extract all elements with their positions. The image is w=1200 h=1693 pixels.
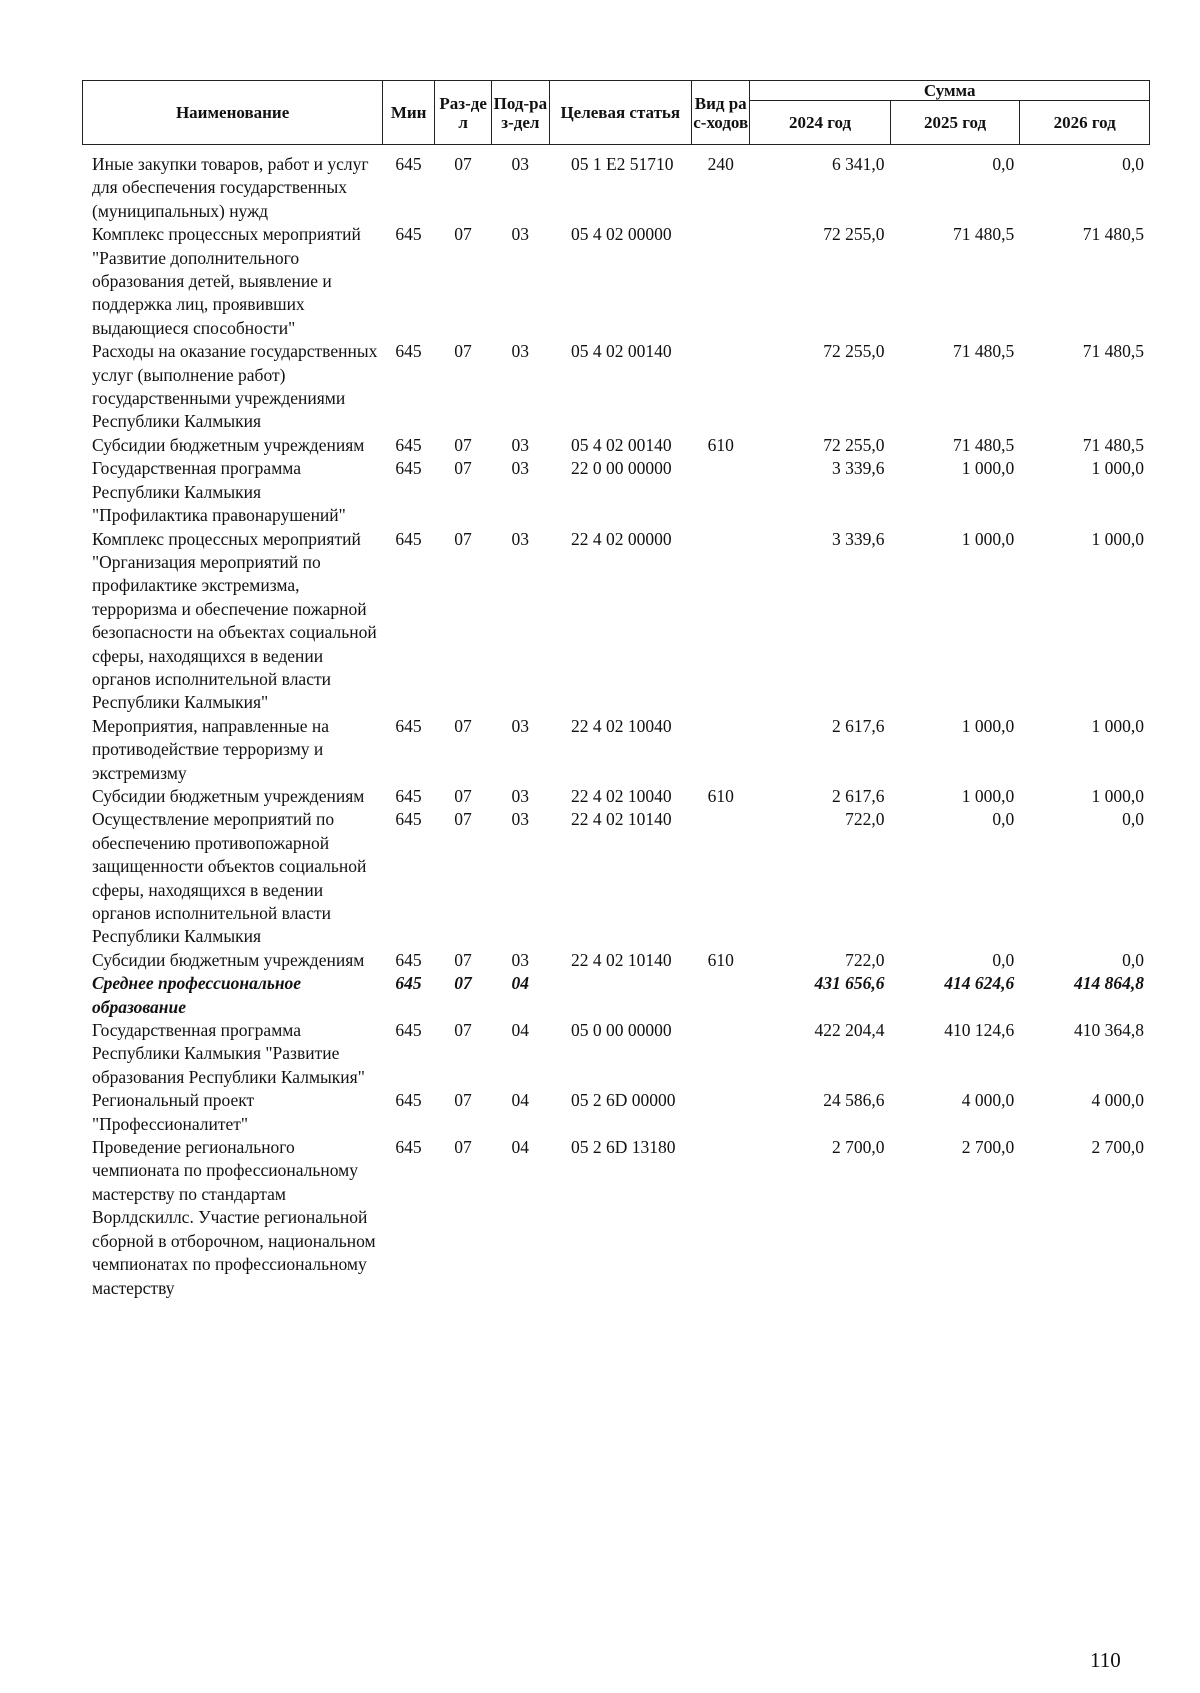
row-sum-2025: 414 624,6 — [944, 973, 1015, 994]
row-sum-2025: 71 480,5 — [952, 224, 1015, 245]
row-name: Субсидии бюджетным учреждениям — [92, 785, 365, 806]
row-sum-2024: 2 700,0 — [832, 1137, 885, 1158]
row-razdel: 07 — [454, 154, 472, 174]
row-sum-2024: 24 586,6 — [823, 1090, 885, 1111]
header-2026: 2026 год — [1020, 101, 1150, 145]
row-vid — [692, 972, 750, 1019]
row-target: 22 0 00 00000 — [570, 458, 672, 479]
row-target: 22 4 02 00000 — [570, 528, 672, 549]
row-sum-2026: 0,0 — [1122, 154, 1144, 174]
table-row — [82, 223, 1150, 340]
row-target: 22 4 02 10140 — [570, 809, 672, 830]
row-name: Субсидии бюджетным учреждениям — [92, 949, 365, 970]
row-podrazdel: 03 — [511, 809, 530, 830]
row-name: Региональный проект "Профессионалитет" — [92, 1090, 255, 1134]
table-row-section — [82, 972, 1150, 1019]
row-sum-2025: 0,0 — [992, 154, 1015, 174]
row-sum-2025: 1 000,0 — [961, 458, 1015, 479]
row-vid — [692, 528, 750, 715]
row-razdel: 07 — [454, 434, 472, 455]
table-header — [82, 80, 1150, 145]
row-name: Государственная программа Республики Калмыкия "Профилактика правонарушений" — [92, 458, 346, 526]
table-row — [82, 1089, 1150, 1136]
row-sum-2026: 1 000,0 — [1091, 528, 1144, 549]
row-min: 645 — [395, 1020, 422, 1041]
row-sum-2024: 2 617,6 — [832, 715, 885, 736]
row-vid — [692, 1019, 750, 1089]
row-name: Государственная программа Республики Калмыкия "Развитие образования Республики Калмыкия" — [92, 1020, 365, 1087]
row-sum-2026: 1 000,0 — [1091, 458, 1144, 479]
row-target: 05 4 02 00140 — [570, 341, 672, 362]
row-min: 645 — [395, 341, 422, 362]
header-2024: 2024 год — [750, 101, 890, 145]
row-razdel: 07 — [454, 1090, 472, 1111]
row-razdel: 07 — [454, 1137, 472, 1158]
row-vid — [692, 340, 750, 434]
row-sum-2025: 410 124,6 — [944, 1020, 1015, 1041]
row-min: 645 — [395, 458, 422, 479]
row-sum-2026: 410 364,8 — [1074, 1020, 1144, 1041]
table-row — [82, 153, 1150, 223]
row-sum-2025: 1 000,0 — [961, 785, 1015, 806]
table-row — [82, 715, 1150, 785]
row-min: 645 — [395, 1137, 422, 1158]
row-sum-2026: 4 000,0 — [1091, 1090, 1144, 1111]
row-podrazdel: 03 — [511, 341, 530, 362]
row-name: Комплекс процессных мероприятий "Развитие дополнительного образования детей, выявление и поддержка лиц, проявивших выдающиеся способности" — [92, 224, 361, 338]
row-sum-2025: 0,0 — [992, 809, 1015, 830]
row-sum-2024: 722,0 — [845, 809, 885, 830]
row-sum-2026: 0,0 — [1122, 949, 1144, 970]
header-min: Мин — [383, 81, 435, 145]
row-vid — [692, 808, 750, 948]
row-razdel: 07 — [454, 715, 472, 736]
table-row — [82, 808, 1150, 948]
header-vid: Вид рас-ходов — [692, 81, 750, 145]
header-name: Наименование — [83, 81, 383, 145]
row-target: 05 2 6D 00000 — [570, 1090, 676, 1111]
row-vid — [692, 1136, 750, 1300]
header-2025: 2025 год — [890, 101, 1020, 145]
row-razdel: 07 — [454, 1020, 472, 1041]
table-row — [82, 528, 1150, 715]
row-sum-2024: 722,0 — [845, 949, 885, 970]
row-vid: 610 — [707, 785, 734, 806]
row-razdel: 07 — [454, 224, 472, 245]
row-vid — [692, 223, 750, 340]
row-razdel: 07 — [454, 973, 472, 994]
row-sum-2024: 6 341,0 — [832, 154, 885, 174]
row-target — [549, 972, 692, 1019]
row-sum-2026: 71 480,5 — [1082, 224, 1144, 245]
table-row — [82, 1136, 1150, 1300]
row-sum-2024: 72 255,0 — [823, 224, 885, 245]
row-podrazdel: 03 — [511, 715, 530, 736]
row-min: 645 — [395, 224, 422, 245]
row-sum-2024: 422 204,4 — [814, 1020, 885, 1041]
row-min: 645 — [395, 809, 422, 830]
row-sum-2025: 71 480,5 — [952, 434, 1015, 455]
row-sum-2026: 71 480,5 — [1082, 341, 1144, 362]
header-razdel: Раз-дел — [435, 81, 492, 145]
row-min: 645 — [395, 528, 422, 549]
row-min: 645 — [395, 154, 422, 174]
row-min: 645 — [395, 973, 422, 994]
row-min: 645 — [395, 715, 422, 736]
row-vid — [692, 457, 750, 527]
row-target: 05 1 E2 51710 — [570, 154, 674, 174]
row-target: 22 4 02 10040 — [570, 715, 672, 736]
row-target: 05 0 00 00000 — [570, 1020, 672, 1041]
row-sum-2024: 431 656,6 — [814, 973, 885, 994]
row-name: Комплекс процессных мероприятий "Организация мероприятий по профилактике экстремизма, терроризма и обеспечение пожарной безопасности на объектах социальной сферы, находящихся в ведении органов исполнительной власти Республики Калмыкия" — [92, 528, 377, 713]
row-sum-2026: 414 864,8 — [1074, 973, 1144, 994]
row-podrazdel: 04 — [511, 1020, 530, 1041]
row-podrazdel: 04 — [511, 1090, 530, 1111]
row-sum-2026: 1 000,0 — [1091, 785, 1144, 806]
table-row — [82, 785, 1150, 808]
row-sum-2024: 3 339,6 — [832, 528, 885, 549]
table-row — [82, 434, 1150, 457]
row-target: 05 4 02 00000 — [570, 224, 672, 245]
row-sum-2025: 0,0 — [992, 949, 1015, 970]
row-podrazdel: 03 — [511, 785, 530, 806]
row-razdel: 07 — [454, 528, 472, 549]
row-name: Среднее профессиональное образование — [92, 973, 302, 1017]
row-sum-2026: 1 000,0 — [1091, 715, 1144, 736]
row-name: Субсидии бюджетным учреждениям — [92, 434, 365, 455]
row-vid — [692, 715, 750, 785]
row-name: Осуществление мероприятий по обеспечению противопожарной защищенности объектов социальной сферы, находящихся в ведении органов исполнительной власти Республики Калмыкия — [92, 809, 367, 947]
row-podrazdel: 03 — [511, 949, 530, 970]
row-min: 645 — [395, 785, 422, 806]
row-sum-2025: 2 700,0 — [961, 1137, 1015, 1158]
row-target: 22 4 02 10140 — [570, 949, 672, 970]
row-vid: 610 — [707, 434, 734, 455]
table-row — [82, 949, 1150, 972]
row-sum-2025: 71 480,5 — [952, 341, 1015, 362]
row-sum-2024: 3 339,6 — [832, 458, 885, 479]
row-razdel: 07 — [454, 949, 472, 970]
row-podrazdel: 03 — [511, 434, 530, 455]
row-razdel: 07 — [454, 809, 472, 830]
row-sum-2024: 72 255,0 — [823, 341, 885, 362]
row-sum-2026: 71 480,5 — [1082, 434, 1144, 455]
row-target: 05 2 6D 13180 — [570, 1137, 676, 1158]
row-vid: 240 — [707, 154, 734, 174]
row-podrazdel: 04 — [511, 973, 530, 994]
row-min: 645 — [395, 949, 422, 970]
row-podrazdel: 03 — [511, 528, 530, 549]
row-razdel: 07 — [454, 341, 472, 362]
row-sum-2024: 2 617,6 — [832, 785, 885, 806]
page-number: 110 — [1090, 1648, 1121, 1672]
table-row — [82, 1019, 1150, 1089]
row-razdel: 07 — [454, 458, 472, 479]
header-podrazdel: Под-раз-дел — [492, 81, 549, 145]
row-name: Мероприятия, направленные на противодействие терроризму и экстремизму — [92, 715, 330, 783]
row-target: 22 4 02 10040 — [570, 785, 672, 806]
row-name: Проведение регионального чемпионата по профессиональному мастерству по стандартам Ворлдскиллс. Участие региональной сборной в отборочном, национальном чемпионатах по профессиональному мастерству — [92, 1137, 376, 1298]
row-sum-2025: 1 000,0 — [961, 715, 1015, 736]
row-podrazdel: 03 — [511, 154, 530, 174]
table-row — [82, 340, 1150, 434]
header-sum: Сумма — [750, 81, 1150, 101]
table-row — [82, 457, 1150, 527]
row-vid: 610 — [707, 949, 734, 970]
row-target: 05 4 02 00140 — [570, 434, 672, 455]
row-sum-2025: 4 000,0 — [961, 1090, 1015, 1111]
budget-table — [82, 153, 1150, 1300]
row-podrazdel: 03 — [511, 458, 530, 479]
row-name: Расходы на оказание государственных услуг (выполнение работ) государственными учреждениями Республики Калмыкия — [92, 341, 378, 432]
header-target: Целевая статья — [549, 81, 692, 145]
row-vid — [692, 1089, 750, 1136]
row-sum-2026: 0,0 — [1122, 809, 1144, 830]
row-sum-2026: 2 700,0 — [1091, 1137, 1144, 1158]
row-name: Иные закупки товаров, работ и услуг для обеспечения государственных (муниципальных) нужд — [92, 154, 369, 221]
row-min: 645 — [395, 434, 422, 455]
row-min: 645 — [395, 1090, 422, 1111]
row-podrazdel: 03 — [511, 224, 530, 245]
row-sum-2024: 72 255,0 — [823, 434, 885, 455]
row-sum-2025: 1 000,0 — [961, 528, 1015, 549]
row-podrazdel: 04 — [511, 1137, 530, 1158]
row-razdel: 07 — [454, 785, 472, 806]
